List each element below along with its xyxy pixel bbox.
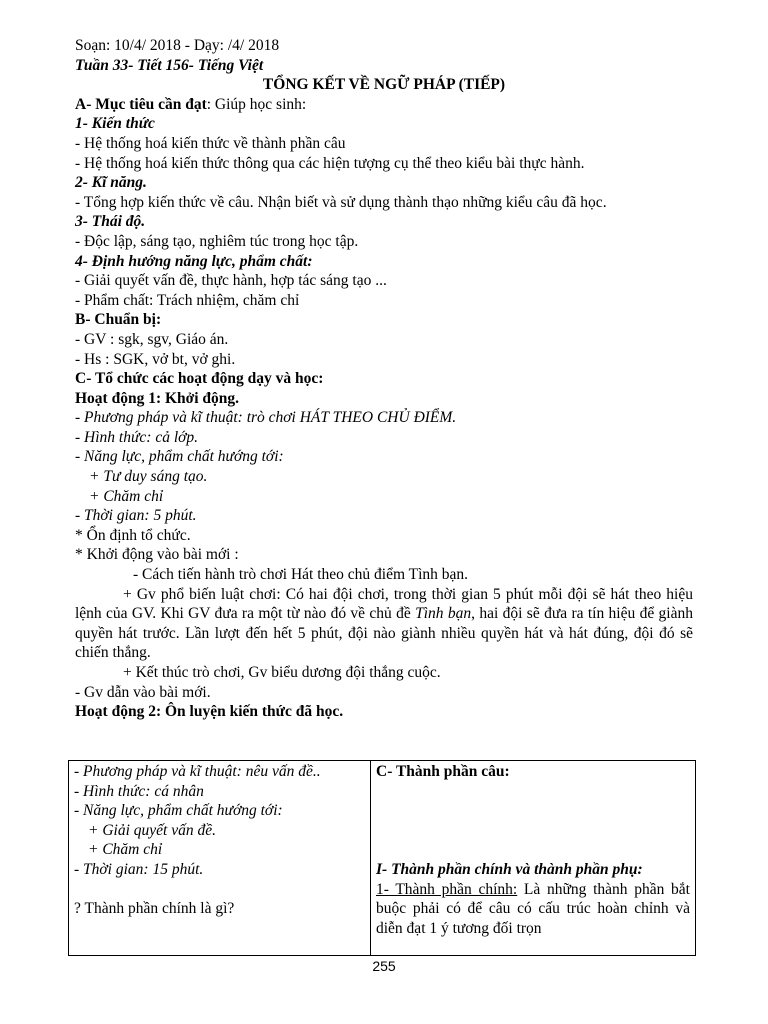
game-rule-pre: + Gv phổ biến luật chơi: Có hai đội chơi, trong thời gian 5 phút mỗi đội sẽ hát theo hiệu lệnh của GV. Khi GV đưa ra một từ nào đó về chủ đề <box>75 585 693 623</box>
game-rule-post: , hai đội sẽ đưa ra tín hiệu để giành quyền hát trước. Lần lượt đến hết 5 phút, đội nào giành nhiều quyền hát và hát đúng, đội đó sẽ chiến thắng. <box>75 605 693 662</box>
activity-1-competence-item: + Tư duy sáng tạo. <box>89 468 208 486</box>
table-right-column <box>371 761 695 955</box>
stabilize-line: * Ổn định tổ chức. <box>75 526 191 544</box>
table-spacer <box>376 821 690 841</box>
section-c-heading: C- Tổ chức các hoạt động dạy và học: <box>75 370 324 388</box>
activity-1-method: - Phương pháp và kĩ thuật: trò chơi HÁT THEO CHỦ ĐIỂM. <box>75 409 457 427</box>
activity-1-form: - Hình thức: cả lớp. <box>75 428 199 446</box>
table-form: - Hình thức: cá nhân <box>74 782 204 800</box>
table-spacer <box>376 801 690 821</box>
section-a-tail: : Giúp học sinh: <box>206 95 307 113</box>
table-left-column <box>69 761 371 955</box>
lead-in-line: - Gv dẫn vào bài mới. <box>75 683 211 701</box>
table-method: - Phương pháp và kĩ thuật: nêu vấn đề.. <box>74 763 321 780</box>
section-a-heading <box>75 95 693 115</box>
table-spacer <box>376 840 690 860</box>
page-number: 255 <box>372 958 396 974</box>
activity-1-time: - Thời gian: 5 phút. <box>75 507 197 525</box>
table-spacer <box>74 880 365 900</box>
knowledge-heading: 1- Kiến thức <box>75 115 155 133</box>
end-game-line: + Kết thúc trò chơi, Gv biểu dương đội thắng cuộc. <box>123 664 441 681</box>
activity-2-heading: Hoạt động 2: Ôn luyện kiến thức đã học. <box>75 703 344 721</box>
skill-text: - Tổng hợp kiến thức về câu. Nhận biết và sử dụng thành thạo những kiểu câu đã học. <box>75 193 607 211</box>
definition-text: Là những thành phần bắt buộc phải có để câu có cấu trúc hoàn chỉnh và diễn đạt 1 ý tương đối trọn <box>376 880 690 937</box>
table-spacer <box>376 782 690 802</box>
prep-item: - Hs : SGK, vở bt, vở ghi. <box>75 350 236 368</box>
activity-1-heading: Hoạt động 1: Khởi động. <box>75 389 240 407</box>
activity-1-competence-item: + Chăm chỉ <box>89 487 164 505</box>
attitude-heading: 3- Thái độ. <box>75 213 146 231</box>
week-line: Tuần 33- Tiết 156- Tiếng Việt <box>75 56 264 74</box>
skill-heading: 2- Kĩ năng. <box>75 174 147 192</box>
document-page <box>75 36 693 722</box>
activity-1-competence: - Năng lực, phẩm chất hướng tới: <box>75 448 284 466</box>
intro-line: * Khởi động vào bài mới : <box>75 546 239 564</box>
orientation-item: - Phẩm chất: Trách nhiệm, chăm chỉ <box>75 291 300 309</box>
knowledge-item: - Hệ thống hoá kiến thức thông qua các hiện tượng cụ thể theo kiểu bài thực hành. <box>75 154 585 172</box>
page-title: TỔNG KẾT VỀ NGỮ PHÁP (TIẾP) <box>262 76 506 94</box>
orientation-item: - Giải quyết vấn đề, thực hành, hợp tác sáng tạo ... <box>75 272 387 290</box>
table-right-subheading: I- Thành phần chính và thành phần phụ: <box>376 860 643 878</box>
game-rule-paragraph <box>75 585 693 663</box>
table-competence: - Năng lực, phẩm chất hướng tới: <box>74 802 283 820</box>
knowledge-item: - Hệ thống hoá kiến thức về thành phần câu <box>75 134 346 152</box>
section-b-heading: B- Chuẩn bị: <box>75 311 162 329</box>
table-time: - Thời gian: 15 phút. <box>74 860 204 878</box>
prep-item: - GV : sgk, sgv, Giáo án. <box>75 330 229 348</box>
definition-label: 1- Thành phần chính: <box>376 880 518 898</box>
orientation-heading: 4- Định hướng năng lực, phẩm chất: <box>75 252 313 270</box>
date-line: Soạn: 10/4/ 2018 - Dạy: /4/ 2018 <box>75 37 280 54</box>
table-right-definition <box>376 880 690 939</box>
table-question: ? Thành phần chính là gì? <box>74 900 235 918</box>
game-rule-topic: Tình bạn <box>415 605 472 623</box>
attitude-text: - Độc lập, sáng tạo, nghiêm túc trong học tập. <box>75 232 359 250</box>
table-competence-item: + Chăm chỉ <box>88 841 163 859</box>
activity-table <box>68 760 696 956</box>
section-a-label: A- Mục tiêu cần đạt <box>75 95 207 113</box>
table-competence-item: + Giải quyết vấn đề. <box>88 821 216 839</box>
game-how-line: - Cách tiến hành trò chơi Hát theo chủ điểm Tình bạn. <box>133 566 469 584</box>
table-right-heading: C- Thành phần câu: <box>376 763 510 780</box>
